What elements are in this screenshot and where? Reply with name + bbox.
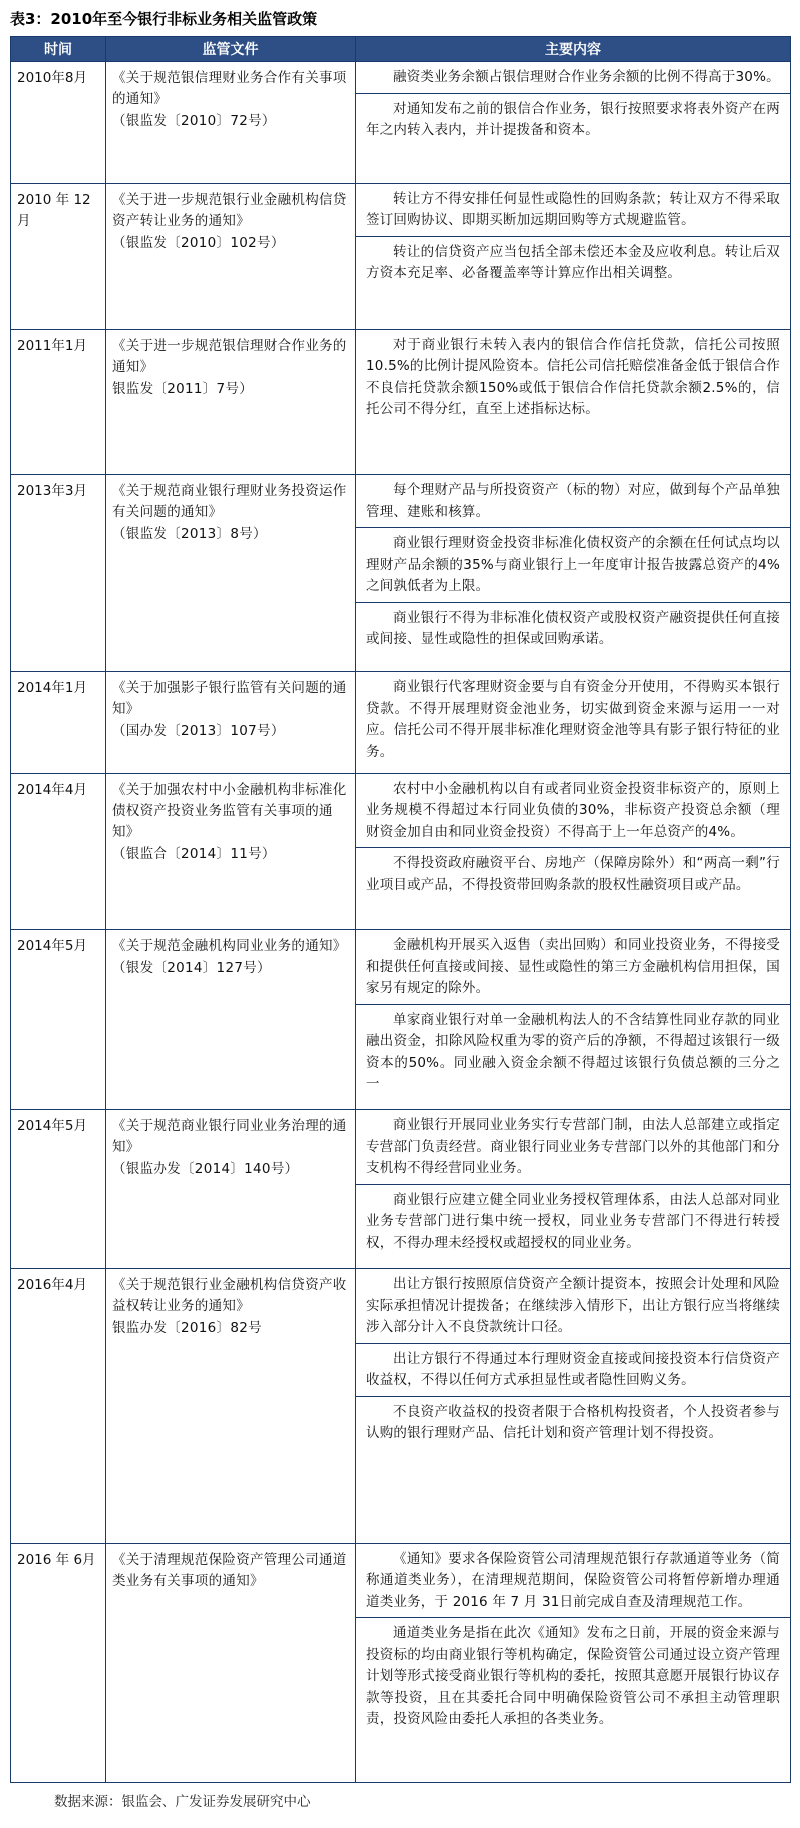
table-row (11, 930, 791, 1110)
content-paragraph: 《通知》要求各保险资管公司清理规范银行存款通道等业务（简称通道类业务），在清理规范期间，保险资管公司将暂停新增办理通道类业务，于 2016 年 7 月 31日前完成自查及清理规范工作。 (366, 1550, 780, 1610)
column-header-doc: 监管文件 (106, 37, 356, 62)
content-paragraph: 每个理财产品与所投资资产（标的物）对应，做到每个产品单独管理、建账和核算。 (366, 482, 780, 520)
document-title: 《关于加强农村中小金融机构非标准化债权资产投资业务监管有关事项的通知》 (112, 781, 347, 840)
document-number: （银监合〔2014〕11号） (112, 845, 276, 862)
document-number: 银监办发〔2016〕82号 (112, 1320, 262, 1336)
content-paragraph: 不得投资政府融资平台、房地产（保障房除外）和“两高一剩”行业项目或产品，不得投资带回购条款的股权性融资项目或产品。 (356, 847, 790, 900)
cell-time: 2014年5月 (11, 930, 106, 1110)
table-row (11, 773, 791, 930)
cell-time: 2013年3月 (11, 475, 106, 672)
table-row (11, 183, 791, 329)
content-paragraph: 商业银行理财资金投资非标准化债权资产的余额在任何试点均以理财产品余额的35%与商业银行上一年度审计报告披露总资产的4%之间孰低者为上限。 (356, 527, 790, 602)
content-paragraph: 商业银行不得为非标准化债权资产或股权资产融资提供任何直接或间接、显性或隐性的担保或回购承诺。 (356, 602, 790, 655)
cell-main-content (356, 930, 791, 1110)
policy-table (10, 36, 791, 1783)
cell-document (106, 1543, 356, 1782)
cell-time: 2010 年 12月 (11, 183, 106, 329)
cell-time: 2016年4月 (11, 1269, 106, 1544)
cell-time: 2016 年 6月 (11, 1543, 106, 1782)
content-paragraph: 出让方银行按照原信贷资产全额计提资本，按照会计处理和风险实际承担情况计提拨备；在继续涉入情形下，出让方银行应当将继续涉入部分计入不良贷款统计口径。 (366, 1276, 780, 1335)
table-row (11, 475, 791, 672)
cell-document (106, 773, 356, 930)
content-paragraph: 农村中小金融机构以自有或者同业资金投资非标资产的，原则上业务规模不得超过本行同业负债的30%，非标资产投资总余额（理财资金加自由和同业资金投资）不得高于上一年总资产的4%。 (366, 780, 780, 840)
table-header-row (11, 37, 791, 62)
cell-main-content (356, 1269, 791, 1544)
cell-document (106, 475, 356, 672)
document-title: 《关于规范银信理财业务合作有关事项的通知》 (112, 70, 347, 107)
content-paragraph: 商业银行应建立健全同业业务授权管理体系，由法人总部对同业业务专营部门进行集中统一授权，同业业务专营部门不得进行转授权，不得办理未经授权或超授权的同业业务。 (356, 1184, 790, 1259)
table-row (11, 1269, 791, 1544)
table-row (11, 62, 791, 184)
cell-document (106, 1269, 356, 1544)
cell-time: 2014年5月 (11, 1110, 106, 1269)
cell-time: 2011年1月 (11, 329, 106, 475)
table-row (11, 1543, 791, 1782)
content-paragraph: 商业银行开展同业业务实行专营部门制，由法人总部建立或指定专营部门负责经营。商业银行同业业务专营部门以外的其他部门和分支机构不得经营同业业务。 (366, 1117, 780, 1177)
document-title: 《关于清理规范保险资产管理公司通道类业务有关事项的通知》 (112, 1551, 347, 1589)
document-title: 《关于进一步规范银行业金融机构信贷资产转让业务的通知》 (112, 191, 347, 229)
document-number: （银监办发〔2014〕140号） (112, 1161, 299, 1178)
cell-main-content (356, 1110, 791, 1269)
cell-document (106, 930, 356, 1110)
table-row (11, 672, 791, 774)
content-paragraph: 融资类业务余额占银信理财合作业务余额的比例不得高于30%。 (393, 69, 780, 85)
cell-time: 2014年4月 (11, 773, 106, 930)
cell-time: 2010年8月 (11, 62, 106, 184)
cell-main-content (356, 183, 791, 329)
document-number: （国办发〔2013〕107号） (112, 723, 285, 740)
document-title: 《关于规范银行业金融机构信贷资产收益权转让业务的通知》 (112, 1277, 347, 1314)
content-paragraph: 商业银行代客理财资金要与自有资金分开使用，不得购买本银行贷款。不得开展理财资金池业务，切实做到资金来源与运用一一对应。信托公司不得开展非标准化理财资金池等具有影子银行特征的业务。 (366, 679, 780, 760)
document-number: （银监发〔2013〕8号） (112, 526, 267, 543)
cell-main-content (356, 62, 791, 184)
document-title: 《关于规范商业银行理财业务投资运作有关问题的通知》 (112, 483, 347, 521)
table-row (11, 1110, 791, 1269)
content-paragraph: 转让方不得安排任何显性或隐性的回购条款；转让双方不得采取签订回购协议、即期买断加远期回购等方式规避监管。 (366, 190, 780, 229)
cell-document (106, 62, 356, 184)
cell-main-content (356, 773, 791, 930)
cell-main-content (356, 1543, 791, 1782)
document-title: 《关于规范商业银行同业业务治理的通知》 (112, 1118, 347, 1156)
content-paragraph: 不良资产收益权的投资者限于合格机构投资者，个人投资者参与认购的银行理财产品、信托计划和资产管理计划不得投资。 (356, 1396, 790, 1449)
document-number: （银发〔2014〕127号） (112, 960, 271, 977)
content-paragraph: 出让方银行不得通过本行理财资金直接或间接投资本行信贷资产收益权，不得以任何方式承担显性或者隐性回购义务。 (356, 1343, 790, 1396)
document-number: 银监发〔2011〕7号） (112, 380, 254, 397)
document-title: 《关于进一步规范银信理财合作业务的通知》 (112, 337, 347, 375)
cell-main-content (356, 475, 791, 672)
content-paragraph: 对于商业银行未转入表内的银信合作信托贷款，信托公司按照10.5%的比例计提风险资本。信托公司信托赔偿准备金低于银信合作不良信托贷款余额150%或低于银信合作信托贷款余额2.5%的，信托公司不得分红，直至上述指标达标。 (366, 336, 780, 418)
document-title: 《关于规范金融机构同业业务的通知》 (112, 938, 347, 955)
column-header-time: 时间 (11, 37, 106, 62)
content-paragraph: 通道类业务是指在此次《通知》发布之日前，开展的资金来源与投资标的均由商业银行等机构确定，保险资管公司通过设立资产管理计划等形式接受商业银行等机构的委托，按照其意愿开展银行协议存款等投资，且在其委托合同中明确保险资管公司不承担主动管理职责，投资风险由委托人承担的各类业务。 (356, 1617, 790, 1735)
document-number: （银监发〔2010〕102号） (112, 234, 285, 251)
content-paragraph: 转让的信贷资产应当包括全部未偿还本金及应收利息。转让后双方资本充足率、必备覆盖率等计算应作出相关调整。 (356, 236, 790, 289)
content-paragraph: 金融机构开展买入返售（卖出回购）和同业投资业务，不得接受和提供任何直接或间接、显性或隐性的第三方金融机构信用担保，国家另有规定的除外。 (366, 937, 780, 997)
cell-main-content (356, 329, 791, 475)
cell-document (106, 1110, 356, 1269)
cell-document (106, 672, 356, 774)
document-title: 《关于加强影子银行监管有关问题的通知》 (112, 680, 347, 718)
document-number: （银监发〔2010〕72号） (112, 113, 276, 129)
content-paragraph: 单家商业银行对单一金融机构法人的不含结算性同业存款的同业融出资金，扣除风险权重为零的资产后的净额，不得超过该银行一级资本的50%。同业融入资金余额不得超过该银行负债总额的三分之一 (356, 1004, 790, 1100)
table-title: 表3：2010年至今银行非标业务相关监管政策 (10, 10, 318, 28)
data-source-note: 数据来源：银监会、广发证券发展研究中心 (54, 1794, 311, 1810)
cell-document (106, 183, 356, 329)
cell-document (106, 329, 356, 475)
cell-time: 2014年1月 (11, 672, 106, 774)
cell-main-content (356, 672, 791, 774)
content-paragraph: 对通知发布之前的银信合作业务，银行按照要求将表外资产在两年之内转入表内，并计提拨备和资本。 (356, 93, 790, 146)
table-row (11, 329, 791, 475)
column-header-main: 主要内容 (356, 37, 791, 62)
